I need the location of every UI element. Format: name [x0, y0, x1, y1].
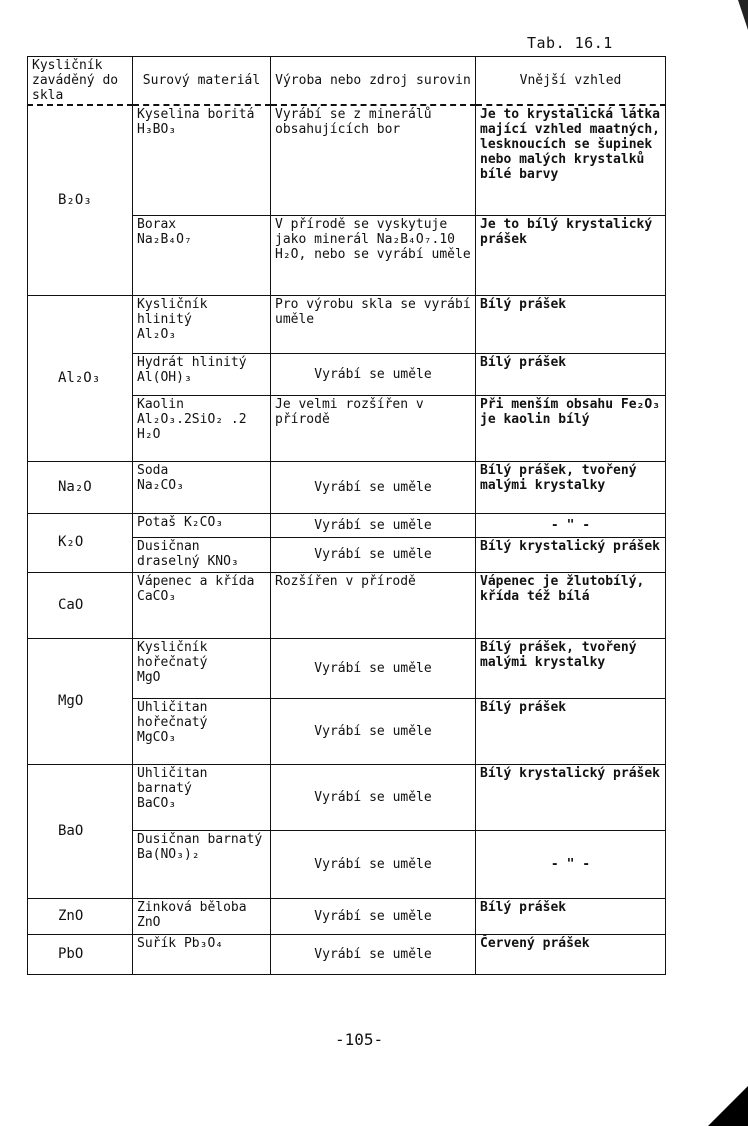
raw-material-cell	[133, 572, 271, 638]
table-row	[28, 638, 666, 698]
raw-material-name: Uhličitan barnatý	[137, 765, 208, 796]
raw-material-cell	[133, 934, 271, 974]
raw-material-name: Borax	[137, 216, 177, 232]
raw-material-formula: Al₂O₃	[137, 326, 177, 342]
raw-material-cell	[133, 295, 271, 353]
table-row	[28, 572, 666, 638]
source-cell: Vyrábí se uměle	[271, 830, 476, 898]
raw-material-name: Hydrát hlinitý	[137, 354, 247, 370]
raw-material-name: Kysličník hořečnatý	[137, 639, 208, 670]
raw-material-formula: BaCO₃	[137, 795, 177, 811]
raw-material-name: Dusičnan barnatý	[137, 831, 263, 847]
oxide-cell: BaO	[28, 764, 133, 898]
raw-material-cell	[133, 537, 271, 572]
raw-material-cell	[133, 461, 271, 513]
page-number: -105-	[335, 1030, 384, 1049]
raw-material-name: Vápenec a křída	[137, 573, 255, 589]
table-body	[28, 105, 666, 974]
source-cell: Vyrábí se uměle	[271, 461, 476, 513]
header-oxide: Kysličník zaváděný do skla	[28, 57, 133, 106]
table-row	[28, 764, 666, 830]
source-cell: Vyrábí se uměle	[271, 934, 476, 974]
raw-material-formula: MgO	[137, 669, 161, 685]
raw-material-cell	[133, 638, 271, 698]
scan-edge-mark	[738, 0, 748, 30]
appearance-cell: Bílý prášek	[476, 353, 666, 395]
appearance-cell: - " -	[476, 830, 666, 898]
raw-material-name: Suřík Pb₃O₄	[137, 935, 224, 951]
raw-material-formula: Al(OH)₃	[137, 369, 192, 385]
raw-material-cell	[133, 764, 271, 830]
raw-material-formula: Al₂O₃.2SiO₂ .2 H₂O	[137, 411, 247, 442]
appearance-cell: Bílý prášek	[476, 898, 666, 934]
table-row	[28, 461, 666, 513]
oxide-cell: Al₂O₃	[28, 295, 133, 461]
appearance-cell: Bílý krystalický prášek	[476, 764, 666, 830]
appearance-cell: - " -	[476, 513, 666, 537]
header-appearance: Vnější vzhled	[476, 57, 666, 106]
table-reference: Tab. 16.1	[527, 34, 613, 52]
appearance-cell: Bílý krystalický prášek	[476, 537, 666, 572]
raw-material-name: Kaolin	[137, 396, 184, 412]
oxide-cell: MgO	[28, 638, 133, 764]
raw-material-cell	[133, 395, 271, 461]
oxide-cell: K₂O	[28, 513, 133, 572]
appearance-cell: Při menším obsahu Fe₂O₃ je kaolin bílý	[476, 395, 666, 461]
raw-material-cell	[133, 830, 271, 898]
oxide-cell: PbO	[28, 934, 133, 974]
appearance-cell: Bílý prášek	[476, 698, 666, 764]
raw-material-formula: CaCO₃	[137, 588, 177, 604]
raw-materials-table	[27, 56, 666, 975]
source-cell: Vyrábí se uměle	[271, 353, 476, 395]
raw-material-name: Uhličitan hořečnatý	[137, 699, 208, 730]
raw-material-cell	[133, 105, 271, 215]
source-cell: Vyrábí se uměle	[271, 513, 476, 537]
table-row	[28, 934, 666, 974]
table-row	[28, 295, 666, 353]
source-cell: V přírodě se vyskytuje jako minerál Na₂B₄O₇.10 H₂O, nebo se vyrábí uměle	[271, 215, 476, 295]
appearance-cell: Červený prášek	[476, 934, 666, 974]
raw-material-cell	[133, 898, 271, 934]
header-source: Výroba nebo zdroj surovin	[271, 57, 476, 106]
scan-corner-mark	[708, 1086, 748, 1126]
appearance-cell: Je to krystalická látka mající vzhled maatných, lesknoucích se šupinek nebo malých krystalků bílé barvy	[476, 105, 666, 215]
source-cell: Vyrábí se z minerálů obsahujících bor	[271, 105, 476, 215]
raw-material-cell	[133, 698, 271, 764]
raw-material-name: Kyselina boritá	[137, 107, 255, 122]
table-header-row	[28, 57, 666, 106]
oxide-cell: ZnO	[28, 898, 133, 934]
source-cell: Vyrábí se uměle	[271, 537, 476, 572]
oxide-cell: B₂O₃	[28, 105, 133, 295]
table-row	[28, 898, 666, 934]
source-cell: Pro výrobu skla se vyrábí uměle	[271, 295, 476, 353]
appearance-cell: Bílý prášek, tvořený malými krystalky	[476, 638, 666, 698]
raw-material-name: Soda	[137, 462, 169, 478]
table-row	[28, 513, 666, 537]
raw-material-cell	[133, 215, 271, 295]
raw-material-name: Dusičnan draselný KNO₃	[137, 538, 239, 569]
raw-material-name: Kysličník hlinitý	[137, 296, 208, 327]
raw-material-name: Potaš K₂CO₃	[137, 514, 224, 530]
raw-material-cell	[133, 353, 271, 395]
oxide-cell: CaO	[28, 572, 133, 638]
raw-material-formula: H₃BO₃	[137, 122, 177, 137]
appearance-cell: Je to bílý krystalický prášek	[476, 215, 666, 295]
source-cell: Je velmi rozšířen v přírodě	[271, 395, 476, 461]
raw-material-formula: MgCO₃	[137, 729, 177, 745]
raw-material-cell	[133, 513, 271, 537]
source-cell: Vyrábí se uměle	[271, 698, 476, 764]
appearance-cell: Bílý prášek	[476, 295, 666, 353]
raw-material-formula: Ba(NO₃)₂	[137, 846, 200, 862]
appearance-cell: Bílý prášek, tvořený malými krystalky	[476, 461, 666, 513]
source-cell: Rozšířen v přírodě	[271, 572, 476, 638]
header-raw-material: Surový materiál	[133, 57, 271, 106]
source-cell: Vyrábí se uměle	[271, 898, 476, 934]
raw-material-formula: Na₂B₄O₇	[137, 231, 192, 247]
raw-material-name: Zinková běloba ZnO	[137, 899, 247, 930]
table-row	[28, 105, 666, 215]
source-cell: Vyrábí se uměle	[271, 638, 476, 698]
source-cell: Vyrábí se uměle	[271, 764, 476, 830]
appearance-cell: Vápenec je žlutobílý, křída též bílá	[476, 572, 666, 638]
raw-material-formula: Na₂CO₃	[137, 477, 184, 493]
oxide-cell: Na₂O	[28, 461, 133, 513]
